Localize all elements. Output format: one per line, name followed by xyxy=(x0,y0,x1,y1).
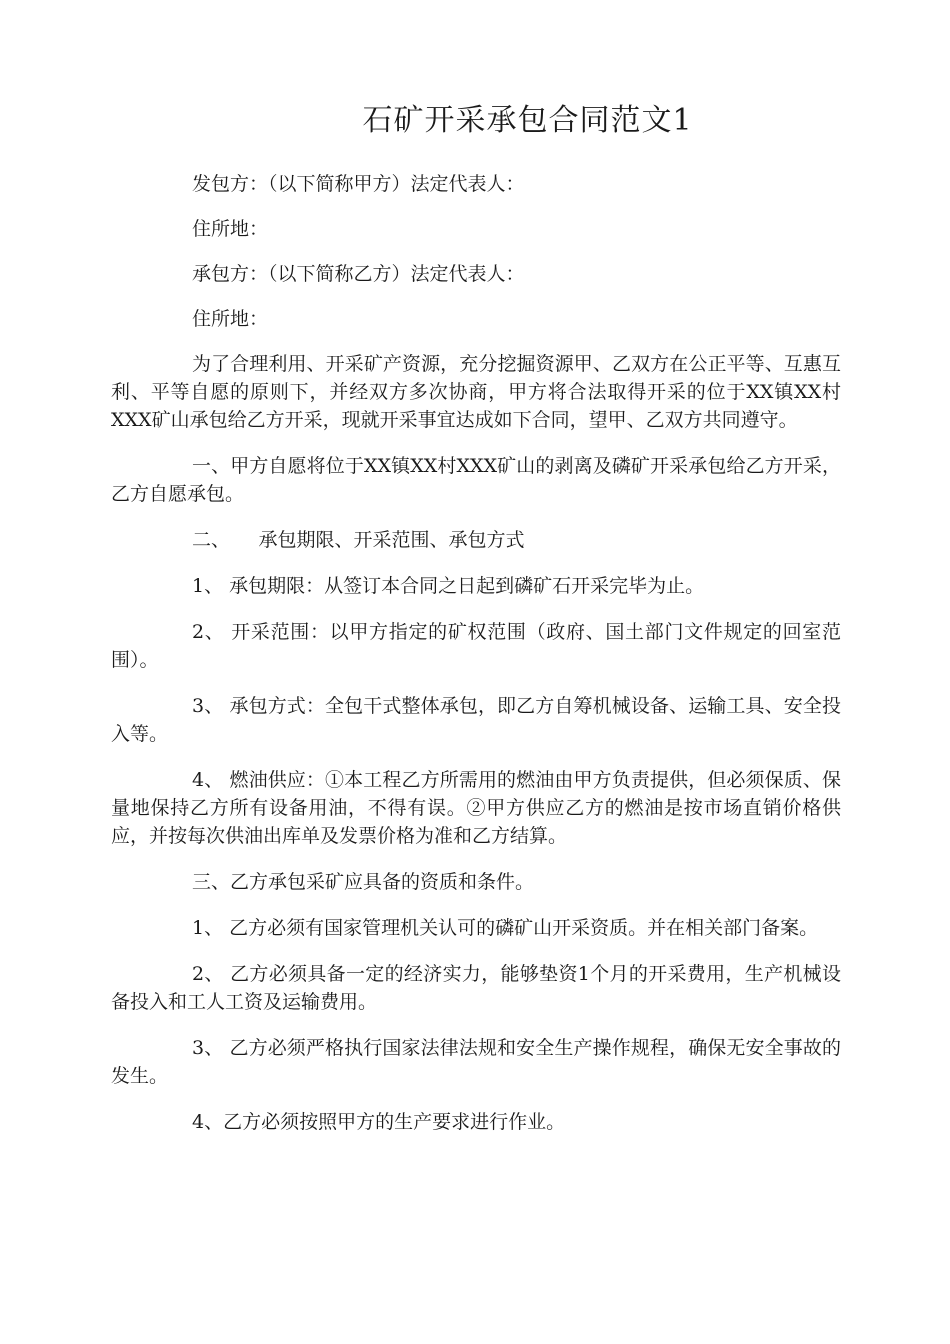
paragraph-contractor: 承包方：（以下简称乙方）法定代表人： xyxy=(192,263,525,285)
paragraph-section-2-item-2: 2、 开采范围：以甲方指定的矿权范围（政府、国土部门文件规定的回室范 围）。 xyxy=(111,621,841,671)
paragraph-section-3-item-3: 3、 乙方必须严格执行国家法律法规和安全生产操作规程，确保无安全事故的发生。 xyxy=(111,1037,841,1087)
paragraph-section-2-heading: 二、 承包期限、开采范围、承包方式 xyxy=(192,529,525,551)
paragraph-section-2-item-4: 4、 燃油供应：①本工程乙方所需用的燃油由甲方负责提供，但必须保质、保量地保持乙方所有设备用油，不得有误。②甲方供应乙方的燃油是按市场直销价格供应，并按每次供油出库单及发票价格为准和乙方结算。 xyxy=(111,769,841,847)
document-title: 石矿开采承包合同范文1 xyxy=(362,103,693,138)
paragraph-section-3-item-1: 1、 乙方必须有国家管理机关认可的磷矿山开采资质。并在相关部门备案。 xyxy=(192,917,819,939)
paragraph-section-3-item-4: 4、乙方必须按照甲方的生产要求进行作业。 xyxy=(192,1111,566,1133)
paragraph-employer-address: 住所地： xyxy=(192,218,269,240)
paragraph-section-2-item-1: 1、 承包期限：从签订本合同之日起到磷矿石开采完毕为止。 xyxy=(192,575,705,597)
paragraph-section-2-item-3: 3、 承包方式：全包干式整体承包，即乙方自筹机械设备、运输工具、安全投入等。 xyxy=(111,695,841,745)
paragraph-section-3-item-2: 2、 乙方必须具备一定的经济实力，能够垫资1个月的开采费用，生产机械设备投入和工人工资及运输费用。 xyxy=(111,963,841,1013)
paragraph-section-3-heading: 三、乙方承包采矿应具备的资质和条件。 xyxy=(192,871,535,893)
document-body xyxy=(111,170,841,1154)
paragraph-preamble: 为了合理利用、开采矿产资源，充分挖掘资源甲、乙双方在公正平等、互惠互利、平等自愿的原则下，并经双方多次协商，甲方将合法取得开采的位于XX镇XX村XXX矿山承包给乙方开采，现就开采事宜达成如下合同，望甲、乙双方共同遵守。 xyxy=(111,353,841,431)
paragraph-employer: 发包方：（以下简称甲方）法定代表人： xyxy=(192,173,525,195)
paragraph-clause-1: 一、甲方自愿将位于XX镇XX村XXX矿山的剥离及磷矿开采承包给乙方开采，乙方自愿承包。 xyxy=(111,455,841,505)
paragraph-contractor-address: 住所地： xyxy=(192,308,269,330)
